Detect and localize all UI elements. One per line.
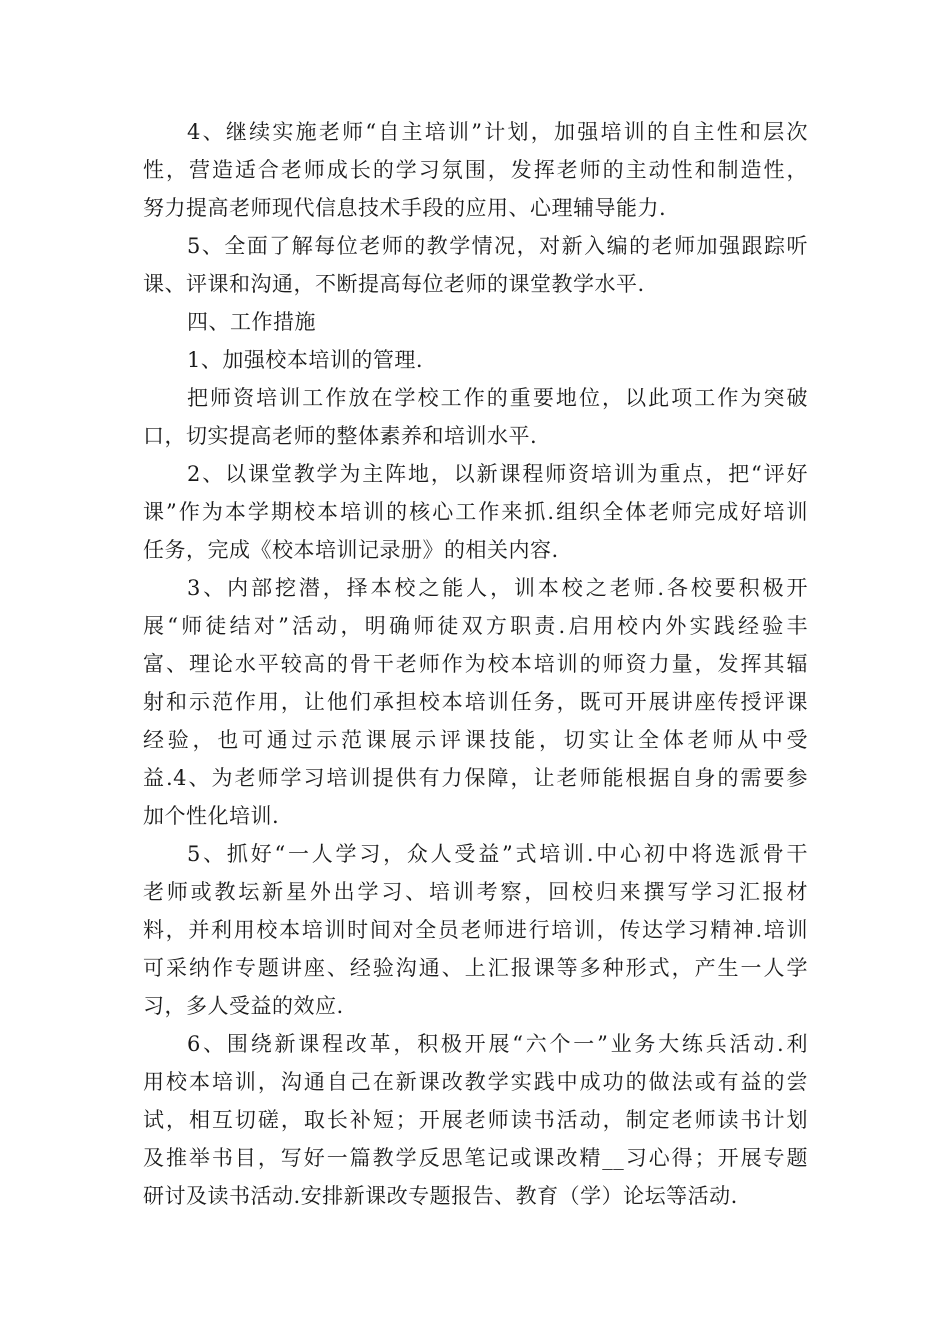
text-line: 用校本培训，沟通自己在新课改教学实践中成功的做法或有益的尝 [143,1070,808,1094]
paragraph-section-heading [143,303,808,341]
text-line: 课”作为本学期校本培训的核心工作来抓.组织全体老师完成好培训 [143,500,808,524]
text-line: 研讨及读书活动.安排新课改专题报告、教育（学）论坛等活动. [143,1184,738,1208]
text-line: 展“师徒结对”活动，明确师徒双方职责.启用校内外实践经验丰 [143,614,808,638]
text-line: 口，切实提高老师的整体素养和培训水平. [143,424,538,448]
paragraph-m3-m4 [143,569,808,835]
paragraph-p5-understand [143,227,808,303]
text-line: 习，多人受益的效应. [143,994,344,1018]
paragraph-m1-heading [143,341,808,379]
text-line: 经验，也可通过示范课展示评课技能，切实让全体老师从中受 [143,728,808,752]
paragraph-m1-body [143,379,808,455]
text-line: 加个性化培训. [143,804,280,828]
text-line: 5、全面了解每位老师的教学情况，对新入编的老师加强跟踪听 [187,234,808,258]
text-line: 6、围绕新课程改革，积极开展“六个一”业务大练兵活动.利 [187,1032,808,1056]
text-line: 可采纳作专题讲座、经验沟通、上汇报课等多种形式，产生一人学 [143,956,808,980]
text-line: 富、理论水平较高的骨干老师作为校本培训的师资力量，发挥其辐 [143,652,808,676]
text-line: 老师或教坛新星外出学习、培训考察，回校归来撰写学习汇报材 [143,880,808,904]
text-line: 课、评课和沟通，不断提高每位老师的课堂教学水平. [143,272,645,296]
text-line: 任务，完成《校本培训记录册》的相关内容. [143,538,559,562]
paragraph-m6 [143,1025,808,1215]
text-line: 及推举书目，写好一篇教学反思笔记或课改精__习心得；开展专题 [143,1146,808,1170]
paragraph-m2 [143,455,808,569]
text-line: 4、继续实施老师“自主培训”计划，加强培训的自主性和层次 [187,120,808,144]
text-line: 2、以课堂教学为主阵地，以新课程师资培训为重点，把“评好 [187,462,808,486]
document-body [143,113,808,1215]
text-line: 料，并利用校本培训时间对全员老师进行培训，传达学习精神.培训 [143,918,808,942]
paragraph-p4-plan [143,113,808,227]
text-line: 努力提高老师现代信息技术手段的应用、心理辅导能力. [143,196,667,220]
text-line: 试，相互切磋，取长补短；开展老师读书活动，制定老师读书计划 [143,1108,808,1132]
text-line: 把师资培训工作放在学校工作的重要地位，以此项工作为突破 [187,386,808,410]
text-line: 四、工作措施 [187,310,316,334]
text-line: 益.4、为老师学习培训提供有力保障，让老师能根据自身的需要参 [143,766,808,790]
paragraph-m5 [143,835,808,1025]
text-line: 性，营造适合老师成长的学习氛围，发挥老师的主动性和制造性， [143,158,808,182]
text-line: 射和示范作用，让他们承担校本培训任务，既可开展讲座传授评课 [143,690,808,714]
text-line: 3、内部挖潜，择本校之能人，训本校之老师.各校要积极开 [187,576,808,600]
text-line: 1、加强校本培训的管理. [187,348,424,372]
text-line: 5、抓好“一人学习，众人受益”式培训.中心初中将选派骨干 [187,842,808,866]
